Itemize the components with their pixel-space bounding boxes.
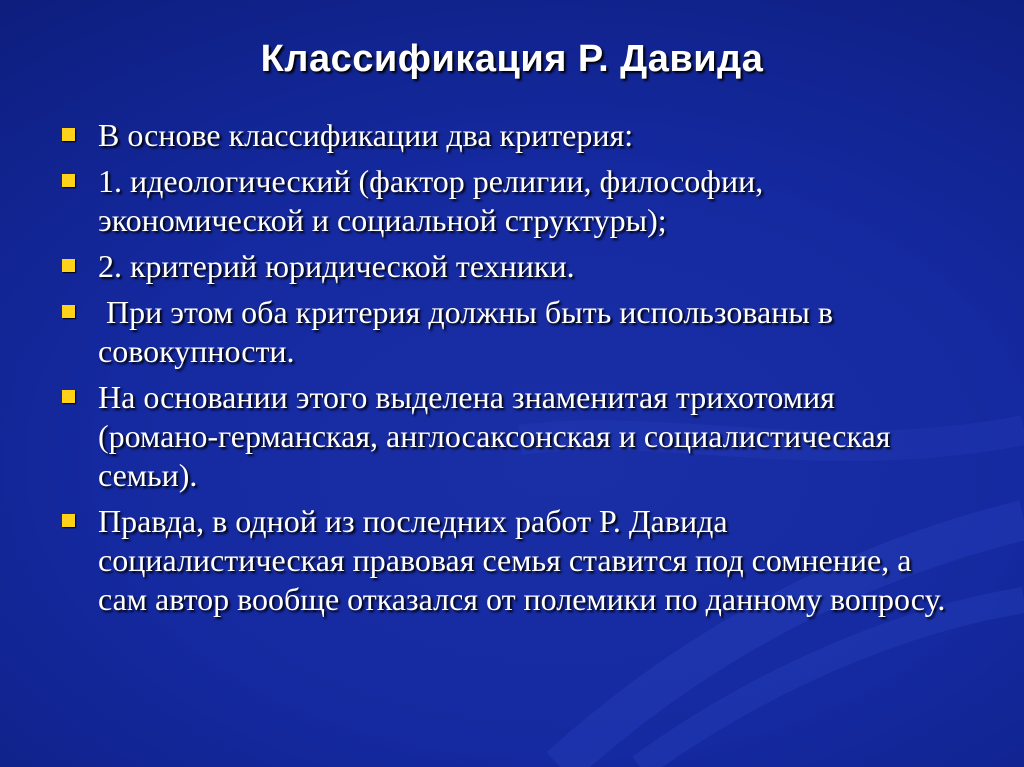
bullet-text: В основе классификации два критерия: <box>98 117 634 153</box>
bullet-item <box>58 116 958 155</box>
square-bullet-icon <box>62 390 75 403</box>
square-bullet-icon <box>62 174 75 187</box>
bullet-text: При этом оба критерия должны быть использованы в совокупности. <box>98 294 841 369</box>
square-bullet-icon <box>62 259 75 272</box>
bullet-text: 1. идеологический (фактор религии, философии, экономической и социальной структуры); <box>98 163 764 238</box>
bullet-text: На основании этого выделена знаменитая трихотомия (романо-германская, англосаксонская и социалистическая семьи). <box>98 379 891 493</box>
bullet-item <box>58 378 958 495</box>
slide-title: Классификация Р. Давида <box>260 38 764 80</box>
bullet-text: 2. критерий юридической техники. <box>98 248 575 284</box>
bullet-item <box>58 162 958 240</box>
bullet-item <box>58 502 958 619</box>
square-bullet-icon <box>62 128 75 141</box>
bullet-item <box>58 247 958 286</box>
bullet-item <box>58 293 958 371</box>
bullet-list <box>58 116 958 626</box>
square-bullet-icon <box>62 514 75 527</box>
bullet-text: Правда, в одной из последних работ Р. Давида социалистическая правовая семья ставится под сомнение, а сам автор вообще отказался от полемики по данному вопросу. <box>98 503 946 617</box>
square-bullet-icon <box>62 305 75 318</box>
